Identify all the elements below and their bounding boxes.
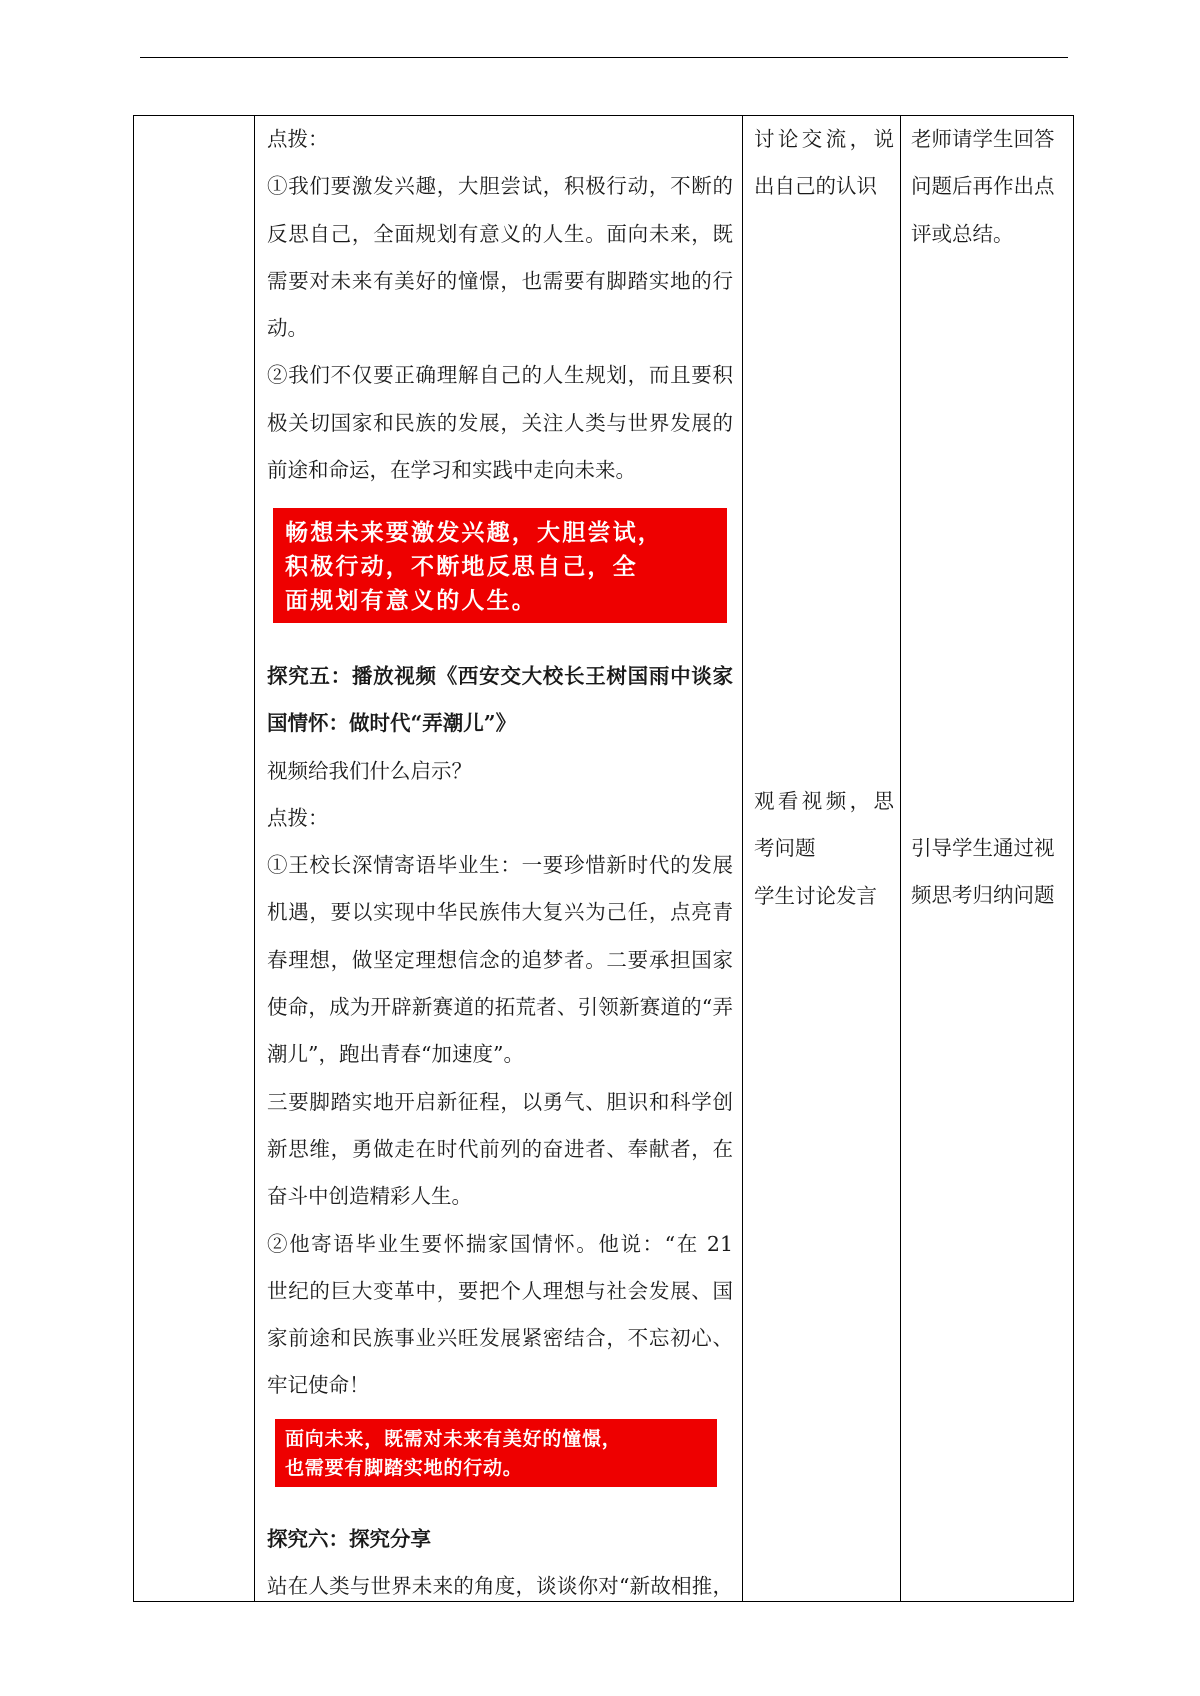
text-line: 评或总结。 bbox=[911, 221, 1014, 246]
banner-line: 积极行动，不断地反思自己，全 bbox=[285, 554, 638, 580]
text-line: 站在人类与世界未来的角度，谈谈你对“新故相推， bbox=[267, 1574, 733, 1599]
text-line: 需要对未来有美好的憧憬，也需要有脚踏实地的行 bbox=[267, 268, 733, 293]
section-block-a bbox=[267, 116, 733, 494]
student-block bbox=[754, 778, 894, 920]
text-line: 观看视频，思 bbox=[754, 789, 894, 813]
text-line: 视频给我们什么启示？ bbox=[267, 758, 472, 783]
text-line: 学生讨论发言 bbox=[754, 883, 877, 908]
text-line: 出自己的认识 bbox=[754, 174, 877, 199]
teacher-block bbox=[911, 116, 1067, 258]
text-line: 考问题 bbox=[754, 836, 816, 861]
text-line: 老师请学生回答 bbox=[911, 127, 1055, 151]
text-line: 反思自己，全面规划有意义的人生。面向未来，既 bbox=[267, 221, 733, 246]
text-line: ②他寄语毕业生要怀揣家国情怀。他说：“在 21 bbox=[267, 1231, 733, 1256]
text-line: 频思考归纳问题 bbox=[911, 883, 1055, 908]
text-line: 三要脚踏实地开启新征程，以勇气、胆识和科学创 bbox=[267, 1089, 733, 1114]
text-line: 前途和命运，在学习和实践中走向未来。 bbox=[267, 458, 636, 483]
banner-line: 也需要有脚踏实地的行动。 bbox=[285, 1457, 523, 1479]
section-block-b bbox=[267, 653, 733, 1410]
text-line: 引导学生通过视 bbox=[911, 836, 1055, 860]
text-line: 讨论交流，说 bbox=[754, 127, 894, 151]
section-title: 探究五：播放视频《西安交大校长王树国雨中谈家 bbox=[267, 664, 733, 688]
column-divider bbox=[254, 116, 255, 1601]
text-line: 世纪的巨大变革中，要把个人理想与社会发展、国 bbox=[267, 1278, 733, 1303]
text-line: 问题后再作出点 bbox=[911, 174, 1055, 199]
text-line: ①我们要激发兴趣，大胆尝试，积极行动，不断的 bbox=[267, 174, 733, 199]
text-line: 动。 bbox=[267, 316, 308, 341]
column-divider bbox=[900, 116, 901, 1601]
text-line: 点拨： bbox=[267, 805, 329, 830]
text-line: 使命，成为开辟新赛道的拓荒者、引领新赛道的“弄 bbox=[267, 995, 733, 1020]
column-divider bbox=[742, 116, 743, 1601]
text-line: 新思维，勇做走在时代前列的奋进者、奉献者，在 bbox=[267, 1136, 733, 1161]
text-line: 家前途和民族事业兴旺发展紧密结合，不忘初心、 bbox=[267, 1326, 733, 1351]
text-line: 潮儿”，跑出青春“加速度”。 bbox=[267, 1042, 524, 1067]
highlight-banner bbox=[275, 1419, 717, 1487]
banner-line: 面规划有意义的人生。 bbox=[285, 588, 537, 614]
section-title: 探究六：探究分享 bbox=[267, 1527, 431, 1551]
text-line: 奋斗中创造精彩人生。 bbox=[267, 1184, 472, 1209]
text-line: ①王校长深情寄语毕业生：一要珍惜新时代的发展 bbox=[267, 853, 733, 878]
banner-line: 面向未来，既需对未来有美好的憧憬， bbox=[285, 1428, 622, 1450]
text-line: 机遇，要以实现中华民族伟大复兴为己任，点亮青 bbox=[267, 900, 733, 925]
text-line: 牢记使命！ bbox=[267, 1373, 370, 1398]
header-rule bbox=[140, 57, 1068, 58]
teacher-block bbox=[911, 825, 1067, 920]
text-line: 极关切国家和民族的发展，关注人类与世界发展的 bbox=[267, 410, 733, 435]
student-block bbox=[754, 116, 894, 211]
banner-line: 畅想未来要激发兴趣，大胆尝试， bbox=[285, 520, 663, 546]
text-line: 点拨： bbox=[267, 127, 329, 151]
text-line: 春理想，做坚定理想信念的追梦者。二要承担国家 bbox=[267, 947, 733, 972]
text-line: ②我们不仅要正确理解自己的人生规划，而且要积 bbox=[267, 363, 733, 388]
section-title: 国情怀：做时代“弄潮儿”》 bbox=[267, 711, 517, 736]
lesson-table bbox=[133, 115, 1074, 1602]
section-block-c bbox=[267, 1516, 733, 1611]
highlight-banner bbox=[273, 508, 727, 623]
